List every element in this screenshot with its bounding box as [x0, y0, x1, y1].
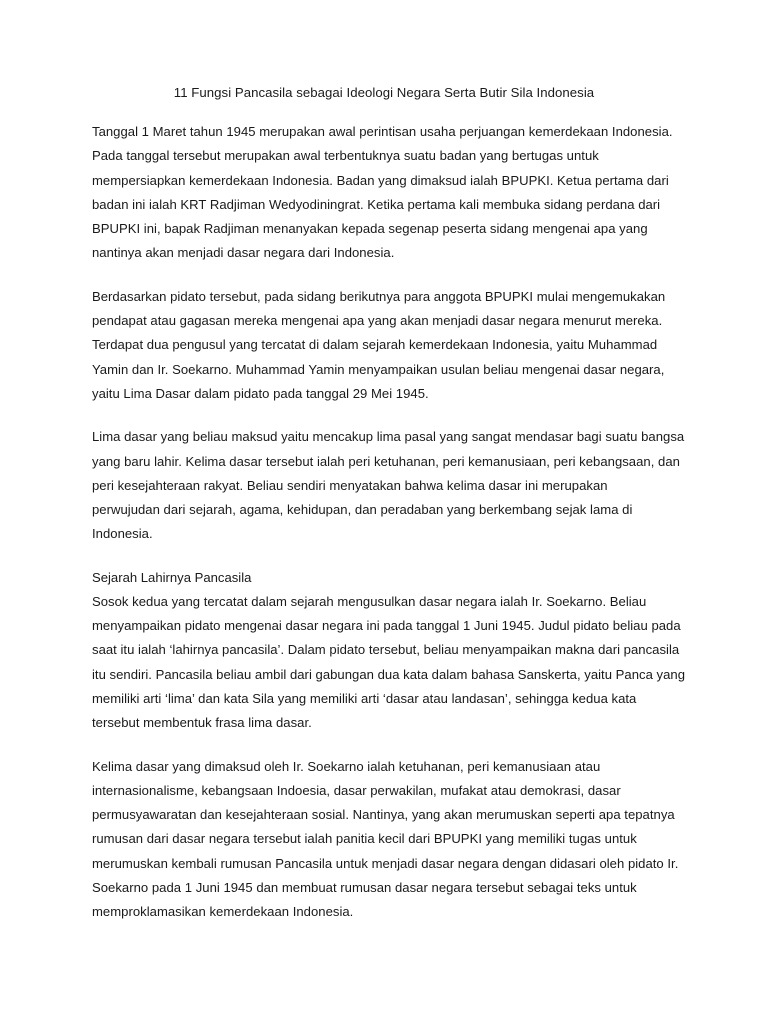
paragraph-line: memproklamasikan kemerdekaan Indonesia. [92, 904, 354, 920]
paragraph-line: tersebut membentuk frasa lima dasar. [92, 715, 312, 731]
paragraph-line: internasionalisme, kebangsaan Indoesia, dasar perwakilan, mufakat atau demokrasi, dasar [92, 782, 621, 798]
paragraph-line: badan ini ialah KRT Radjiman Wedyodiningrat. Ketika pertama kali membuka sidang perdana dari [92, 196, 661, 212]
paragraph-line: Pada tanggal tersebut merupakan awal terbentuknya suatu badan yang bertugas untuk [92, 148, 599, 164]
paragraph [92, 285, 676, 406]
paragraph [92, 755, 679, 925]
paragraph [92, 590, 686, 736]
paragraph-line: merumuskan kembali rumusan Pancasila untuk menjadi dasar negara dengan didasari oleh pidato Ir. [92, 855, 679, 871]
paragraph-line: menyampaikan pidato mengenai dasar negara ini pada tanggal 1 Juni 1945. Judul pidato beliau pada [92, 618, 681, 634]
paragraph-line: rumusan dari dasar negara tersebut ialah panitia kecil dari BPUPKI yang memiliki tugas untuk [92, 831, 637, 847]
paragraph-line: Terdapat dua pengusul yang tercatat di dalam sejarah kemerdekaan Indonesia, yaitu Muhammad [92, 337, 658, 353]
paragraph-line: Soekarno pada 1 Juni 1945 dan membuat rumusan dasar negara tersebut sebagai teks untuk [92, 880, 637, 896]
paragraph-line: Berdasarkan pidato tersebut, pada sidang berikutnya para anggota BPUPKI mulai mengemukakan [92, 288, 666, 304]
paragraph-line: perwujudan dari sejarah, agama, kehidupan, dan peradaban yang berkembang sejak lama di [92, 502, 633, 518]
paragraph-line: Tanggal 1 Maret tahun 1945 merupakan awal perintisan usaha perjuangan kemerdekaan Indonesia. [92, 124, 673, 139]
paragraph-line: yang baru lahir. Kelima dasar tersebut ialah peri ketuhanan, peri kemanusiaan, peri kebangsaan, dan [92, 453, 680, 469]
paragraph-line: pendapat atau gagasan mereka mengenai apa yang akan menjadi dasar negara menurut mereka. [92, 313, 663, 329]
paragraph-line: peri kesejahteraan rakyat. Beliau sendiri menyatakan bahwa kelima dasar ini merupakan [92, 477, 608, 493]
paragraph-line: itu sendiri. Pancasila beliau ambil dari gabungan dua kata dalam bahasa Sanskerta, yaitu Panca yang [92, 666, 686, 682]
paragraph-line: memiliki arti ‘lima’ dan kata Sila yang memiliki arti ‘dasar atau landasan’, sehingga kedua kata [92, 690, 637, 706]
paragraph-line: nantinya akan menjadi dasar negara dari Indonesia. [92, 245, 395, 261]
paragraph-line: Indonesia. [92, 526, 153, 542]
paragraph-line: BPUPKI ini, bapak Radjiman menanyakan kepada segenap peserta sidang mengenai apa yang [92, 221, 648, 237]
paragraph-line: Sosok kedua yang tercatat dalam sejarah mengusulkan dasar negara ialah Ir. Soekarno. Beliau [92, 593, 647, 609]
section-heading: Sejarah Lahirnya Pancasila [92, 569, 252, 585]
paragraph-line: yaitu Lima Dasar dalam pidato pada tanggal 29 Mei 1945. [92, 385, 429, 401]
paragraph-line: permusyawaratan dan kesejahteraan sosial. Nantinya, yang akan merumuskan seperti apa tepatnya [92, 807, 675, 823]
document-title: 11 Fungsi Pancasila sebagai Ideologi Negara Serta Butir Sila Indonesia [173, 85, 595, 100]
paragraph-line: mempersiapkan kemerdekaan Indonesia. Badan yang dimaksud ialah BPUPKI. Ketua pertama dari [92, 172, 669, 188]
paragraph [92, 120, 676, 266]
paragraph-line: Lima dasar yang beliau maksud yaitu mencakup lima pasal yang sangat mendasar bagi suatu bangsa [92, 429, 685, 445]
paragraph-line: saat itu ialah ‘lahirnya pancasila’. Dalam pidato tersebut, beliau menyampaikan makna dari pancasila [92, 642, 680, 658]
paragraph-line: Yamin dan Ir. Soekarno. Muhammad Yamin menyampaikan usulan beliau mengenai dasar negara, [92, 361, 665, 377]
paragraph-line: Kelima dasar yang dimaksud oleh Ir. Soekarno ialah ketuhanan, peri kemanusiaan atau [92, 758, 601, 774]
paragraph [92, 425, 685, 546]
